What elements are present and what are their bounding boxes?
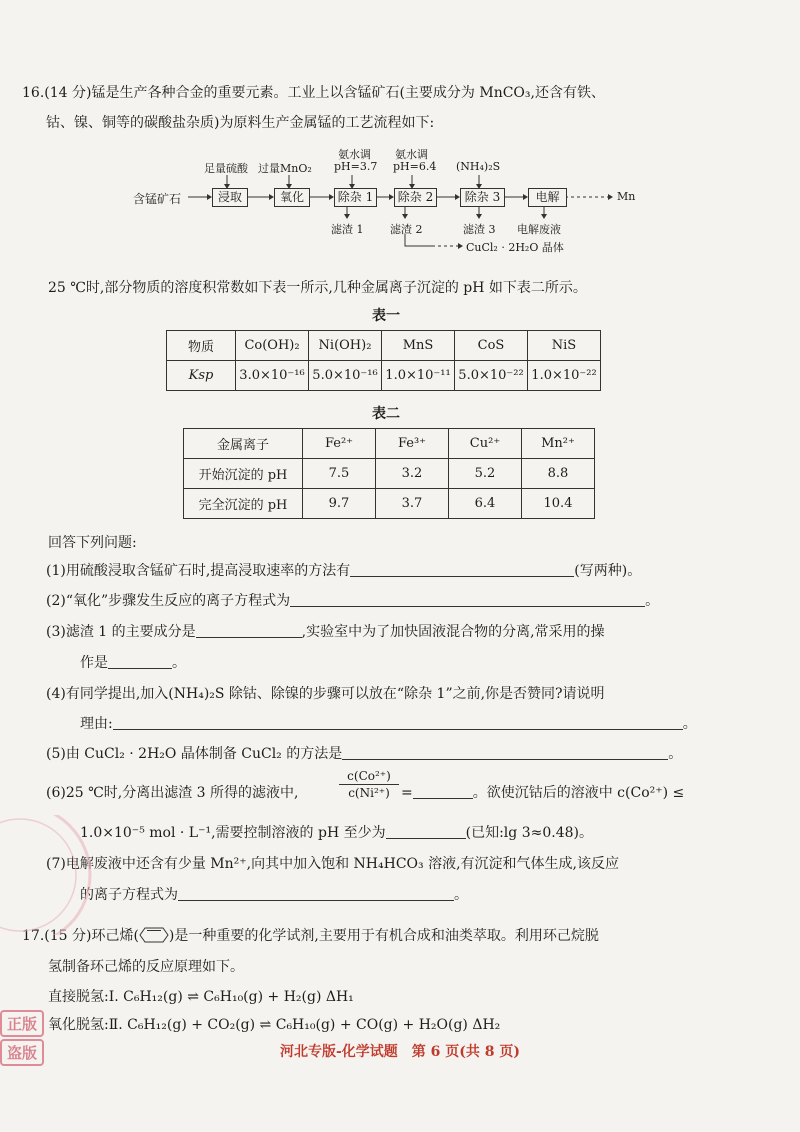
question-7-cont xyxy=(80,884,468,904)
product-mn: Mn xyxy=(617,190,636,203)
table1-cell: 5.0×10⁻¹⁶ xyxy=(309,361,382,391)
question-5-text: (5)由 CuCl₂ · 2H₂O 晶体制备 CuCl₂ 的方法是 xyxy=(46,746,343,762)
q17-text-2: )是一种重要的化学试剂,主要用于有机合成和油类萃取。利用环己烷脱 xyxy=(168,928,599,944)
residue-2: 滤渣 2 xyxy=(390,223,423,236)
q16-intro-line2: 钴、镍、铜等的碳酸盐杂质)为原料生产金属锰的工艺流程如下: xyxy=(46,115,435,131)
flow-step-leaching: 浸取 xyxy=(212,188,248,207)
question-2-suffix: 。 xyxy=(645,593,660,609)
table2-row-label: 开始沉淀的 pH xyxy=(184,459,303,489)
table2-header: Fe²⁺ xyxy=(303,429,376,459)
q17-line2: 氢制备环己烯的反应原理如下。 xyxy=(48,959,244,975)
table2-header-label: 金属离子 xyxy=(184,429,303,459)
reagent-ph-1: pH=3.7 xyxy=(334,160,378,173)
ratio-denominator: c(Ni²⁺) xyxy=(348,786,390,800)
table1-header-label: 物质 xyxy=(167,331,236,361)
question-4-suffix: 。 xyxy=(682,716,697,732)
q17-text-1: 17.(15 分)环己烯( xyxy=(22,928,139,944)
table2-cell: 9.7 xyxy=(303,489,376,519)
table1-cell: 5.0×10⁻²² xyxy=(455,361,528,391)
page-footer: 河北专版-化学试题 第 6 页(共 8 页) xyxy=(279,1044,521,1060)
question-6-suffix: (已知:lg 3≈0.48)。 xyxy=(465,825,593,841)
question-3-suffix: 。 xyxy=(172,655,186,671)
reagent-ammonia-2: 氨水调 xyxy=(395,148,428,161)
answer-blank-4[interactable] xyxy=(113,715,683,730)
answer-blank-2[interactable] xyxy=(290,592,645,607)
cyclohexene-structure-icon xyxy=(139,927,169,943)
reagent-ammonium-sulfide: (NH₄)₂S xyxy=(456,160,501,173)
table1-header: MnS xyxy=(382,331,455,361)
question-2-text: (2)“氧化”步骤发生反应的离子方程式为 xyxy=(46,593,291,609)
table1-caption: 表一 xyxy=(372,308,400,324)
table1-header: CoS xyxy=(455,331,528,361)
answer-prompt: 回答下列问题: xyxy=(48,535,137,551)
reaction-2-equation: Ⅱ. C₆H₁₂(g) + CO₂(g) ⇌ C₆H₁₀(g) + CO(g) + H₂O(g) ΔH₂ xyxy=(108,1017,501,1033)
question-1-text: (1)用硫酸浸取含锰矿石时,提高浸取速率的方法有 xyxy=(46,563,351,579)
reaction-2-label: 氧化脱氢: xyxy=(48,1017,109,1033)
question-5-suffix: 。 xyxy=(668,746,683,762)
question-6-text-2: 。欲使沉钴后的溶液中 c(Co²⁺) ≤ xyxy=(472,785,685,801)
precipitation-ph-table xyxy=(183,428,595,519)
table2-cell: 10.4 xyxy=(522,489,595,519)
question-3-text: (3)滤渣 1 的主要成分是 xyxy=(46,624,196,640)
flow-step-electrolysis: 电解 xyxy=(528,188,567,207)
table1-cell: 1.0×10⁻¹¹ xyxy=(382,361,455,391)
table1-cell: 1.0×10⁻²² xyxy=(528,361,601,391)
flow-step-impurity-2: 除杂 2 xyxy=(394,188,437,207)
table1-cell: 3.0×10⁻¹⁶ xyxy=(236,361,309,391)
electrolysis-waste-liquid: 电解废液 xyxy=(517,223,561,236)
table2-cell: 6.4 xyxy=(449,489,522,519)
question-1 xyxy=(46,560,641,580)
answer-blank-6a[interactable] xyxy=(413,784,473,799)
reaction-2 xyxy=(48,1014,500,1034)
question-6-equals: = xyxy=(401,785,413,801)
table2-cell: 5.2 xyxy=(449,459,522,489)
question-7-suffix: 。 xyxy=(454,887,468,903)
table2-header: Mn²⁺ xyxy=(522,429,595,459)
side-product-cucl2: CuCl₂ · 2H₂O 晶体 xyxy=(466,241,564,254)
table2-header: Cu²⁺ xyxy=(449,429,522,459)
question-5 xyxy=(46,743,682,763)
table2-header: Fe³⁺ xyxy=(376,429,449,459)
flow-start: 含锰矿石 xyxy=(133,192,182,206)
flow-step-impurity-1: 除杂 1 xyxy=(334,188,377,207)
question-3 xyxy=(46,621,605,641)
question-4-text-2: 理由: xyxy=(80,716,113,732)
reagent-ph-2: pH=6.4 xyxy=(393,160,437,173)
question-3-cont xyxy=(80,652,186,672)
question-6-cont xyxy=(80,822,593,842)
watermark-circle xyxy=(0,815,110,935)
question-6-rest xyxy=(401,782,684,802)
table2-caption: 表二 xyxy=(372,406,400,422)
concentration-ratio xyxy=(339,769,399,800)
reagent-mno2: 过量MnO₂ xyxy=(258,162,312,175)
answer-blank-6b[interactable] xyxy=(386,824,466,839)
table2-cell: 8.8 xyxy=(522,459,595,489)
answer-blank-7[interactable] xyxy=(178,886,454,901)
question-3-text-2: ,实验室中为了加快固液混合物的分离,常采用的操 xyxy=(301,624,605,640)
question-3-text-3: 作是 xyxy=(80,655,108,671)
table1-header: Co(OH)₂ xyxy=(236,331,309,361)
residue-3: 滤渣 3 xyxy=(463,223,496,236)
table2-row-label: 完全沉淀的 pH xyxy=(184,489,303,519)
table2-cell: 7.5 xyxy=(303,459,376,489)
question-6 xyxy=(46,782,298,802)
flow-step-oxidation: 氧化 xyxy=(274,188,310,207)
answer-blank-3b[interactable] xyxy=(108,654,172,669)
ratio-numerator: c(Co²⁺) xyxy=(339,769,399,785)
stamp-genuine: 正版 xyxy=(0,1010,44,1037)
residue-1: 滤渣 1 xyxy=(331,223,364,236)
question-7: (7)电解废液中还含有少量 Mn²⁺,向其中加入饱和 NH₄HCO₃ 溶液,有沉淀和气体生成,该反应 xyxy=(46,856,619,872)
q16-intro-line1: 16.(14 分)锰是生产各种合金的重要元素。工业上以含锰矿石(主要成分为 MnCO₃,还含有铁、 xyxy=(22,85,605,101)
reaction-1-label: 直接脱氢: xyxy=(48,989,109,1005)
stamp-pirated: 盗版 xyxy=(0,1039,44,1066)
question-6-text-3: 1.0×10⁻⁵ mol · L⁻¹,需要控制溶液的 pH 至少为 xyxy=(80,825,386,841)
question-1-suffix: (写两种)。 xyxy=(574,563,642,579)
flow-step-impurity-3: 除杂 3 xyxy=(460,188,505,207)
reaction-1 xyxy=(48,986,354,1006)
reaction-1-equation: Ⅰ. C₆H₁₂(g) ⇌ C₆H₁₀(g) + H₂(g) ΔH₁ xyxy=(108,989,354,1005)
reagent-ammonia-1: 氨水调 xyxy=(338,148,371,161)
question-2 xyxy=(46,590,659,610)
answer-blank-5[interactable] xyxy=(342,745,668,760)
reagent-sulfuric-acid: 足量硫酸 xyxy=(204,162,248,175)
question-4: (4)有同学提出,加入(NH₄)₂S 除钴、除镍的步骤可以放在“除杂 1”之前,你是否赞同?请说明 xyxy=(46,686,605,702)
table1-row-label: Ksp xyxy=(167,361,236,391)
table2-cell: 3.7 xyxy=(376,489,449,519)
table1-header: NiS xyxy=(528,331,601,361)
question-4-cont xyxy=(80,713,697,733)
question-7-text-2: 的离子方程式为 xyxy=(80,887,178,903)
table1-header: Ni(OH)₂ xyxy=(309,331,382,361)
answer-blank-3a[interactable] xyxy=(196,623,302,638)
ksp-table xyxy=(166,330,601,391)
question-6-text: (6)25 ℃时,分离出滤渣 3 所得的滤液中, xyxy=(46,785,299,801)
table2-cell: 3.2 xyxy=(376,459,449,489)
table-intro: 25 ℃时,部分物质的溶度积常数如下表一所示,几种金属离子沉淀的 pH 如下表二所示。 xyxy=(48,280,587,296)
answer-blank-1[interactable] xyxy=(350,562,574,577)
